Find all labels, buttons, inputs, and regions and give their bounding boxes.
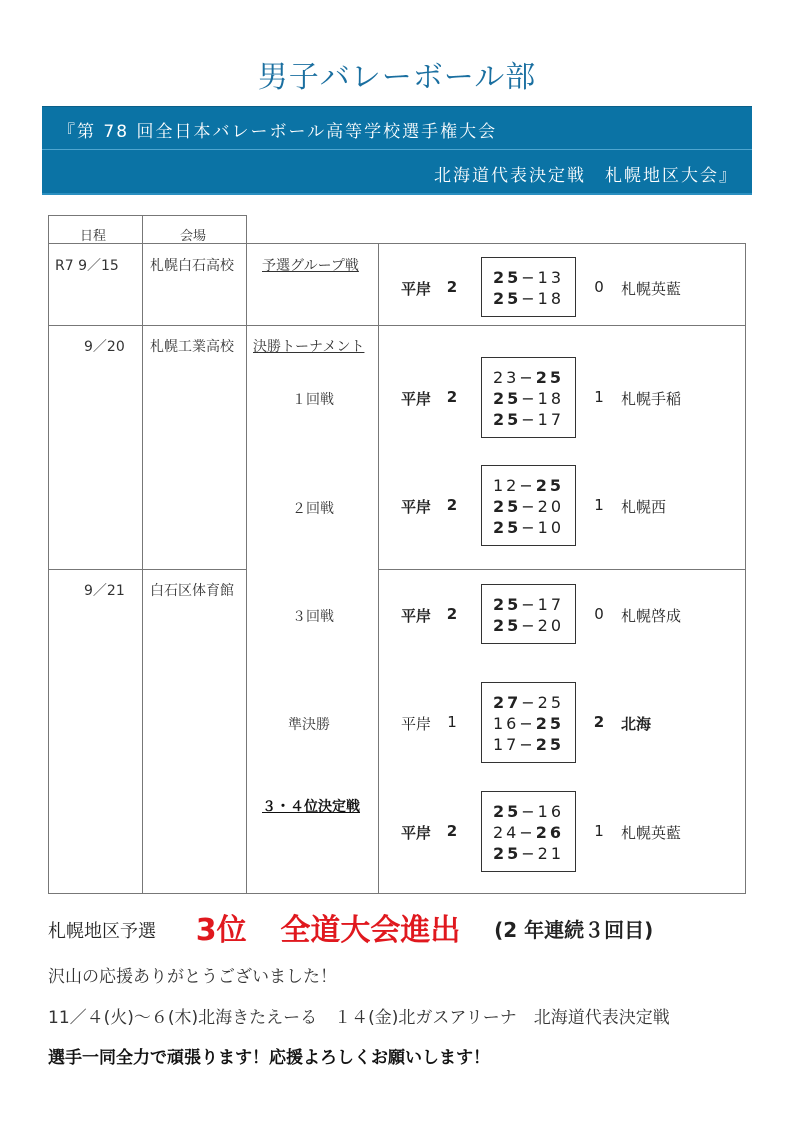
opponent-name: 札幌啓成 [621, 607, 682, 625]
set-score-opponent: 25 [535, 734, 565, 754]
column-border [246, 215, 247, 894]
opponent-sets-won: 1 [594, 496, 604, 514]
set-scores-box [481, 682, 576, 763]
row-border [48, 243, 746, 244]
set-score: 25−17 [492, 409, 565, 429]
banner-divider [42, 149, 752, 150]
set-score: 25−20 [492, 616, 565, 635]
set-score: 27−25 [492, 692, 565, 712]
set-score-own: 25 [492, 289, 522, 308]
set-score-own: 25 [492, 268, 522, 287]
header-venue: 会場 [180, 229, 207, 244]
set-score-own: 25 [492, 616, 522, 635]
header-top-border [48, 215, 246, 216]
opponent-sets-won: 0 [594, 278, 604, 296]
set-score-opponent: 18 [537, 388, 565, 408]
result-note: (2 年連続３回目) [494, 918, 654, 942]
thanks-message: 沢山の応援ありがとうございました！ [48, 967, 337, 987]
opponent-name: 札幌英藍 [621, 824, 682, 842]
opponent-name: 札幌西 [621, 498, 667, 516]
set-scores-box [481, 584, 576, 644]
set-scores-box [481, 257, 576, 317]
team-name: 平岸 [401, 390, 432, 408]
team-sets-won: 2 [446, 605, 458, 623]
row-border [378, 569, 746, 570]
set-score-own: 25 [492, 388, 522, 408]
result-advance: 全道大会進出 [280, 913, 461, 948]
set-score: 25−13 [492, 268, 565, 287]
stage-round-3: ３回戦 [292, 609, 334, 625]
table-bottom-border [48, 893, 746, 894]
date-cell: R7 9／15 [55, 258, 119, 274]
opponent-sets-won: 1 [594, 388, 604, 406]
set-score-opponent: 13 [537, 268, 565, 287]
stage-tournament: 決勝トーナメント [253, 339, 365, 355]
set-score-opponent: 20 [537, 496, 565, 516]
set-score-own: 24 [492, 822, 520, 842]
team-name: 平岸 [401, 607, 432, 625]
set-score-opponent: 10 [537, 517, 565, 537]
opponent-sets-won: 0 [594, 605, 604, 623]
set-score-own: 12 [492, 475, 520, 495]
team-sets-won: 2 [446, 496, 458, 514]
closing-message: 選手一同全力で頑張ります！応援よろしくお願いします！ [48, 1048, 490, 1068]
set-scores-box [481, 791, 576, 872]
team-name: 平岸 [401, 715, 432, 733]
date-cell: 9／20 [84, 339, 125, 355]
set-score-opponent: 20 [537, 616, 565, 635]
set-score-own: 25 [492, 801, 522, 821]
set-score-opponent: 25 [537, 692, 565, 712]
team-name: 平岸 [401, 824, 432, 842]
opponent-name: 札幌手稲 [621, 390, 682, 408]
stage-round-1: １回戦 [292, 392, 334, 408]
set-score-opponent: 18 [537, 289, 565, 308]
team-sets-won: 2 [446, 822, 458, 840]
stage-round-2: ２回戦 [292, 501, 334, 517]
row-border [48, 325, 746, 326]
column-border [142, 215, 143, 894]
set-score: 25−20 [492, 496, 565, 516]
set-score: 12−25 [492, 475, 565, 495]
set-score: 25−21 [492, 843, 565, 863]
set-score-own: 25 [492, 496, 522, 516]
venue-cell: 札幌白石高校 [150, 258, 234, 274]
set-score-opponent: 17 [537, 595, 565, 614]
column-border [378, 243, 379, 894]
set-score: 16−25 [492, 713, 565, 733]
set-score: 25−17 [492, 595, 565, 614]
result-label: 札幌地区予選 [48, 921, 156, 942]
banner-line-2: 北海道代表決定戦 札幌地区大会』 [434, 166, 738, 186]
stage-third-place: ３・４位決定戦 [262, 799, 360, 815]
set-score: 25−10 [492, 517, 565, 537]
opponent-name: 札幌英藍 [621, 280, 682, 298]
stage-group: 予選グループ戦 [262, 258, 359, 274]
set-score-own: 27 [492, 692, 522, 712]
venue-cell: 白石区体育館 [150, 583, 234, 599]
opponent-sets-won: 2 [593, 713, 605, 731]
set-score: 25−18 [492, 289, 565, 308]
stage-semifinal: 準決勝 [288, 717, 330, 733]
column-border [48, 215, 49, 894]
team-name: 平岸 [401, 498, 432, 516]
team-name: 平岸 [401, 280, 432, 298]
set-score: 24−26 [492, 822, 565, 842]
set-scores-box [481, 357, 576, 438]
banner-line-1: 『第 78 回全日本バレーボール高等学校選手権大会 [58, 122, 498, 142]
set-score-opponent: 26 [535, 822, 565, 842]
set-score-opponent: 16 [537, 801, 565, 821]
set-score-opponent: 17 [537, 409, 565, 429]
set-score-own: 23 [492, 367, 520, 387]
set-score-opponent: 25 [535, 475, 565, 495]
schedule-info: 11／４(火)～６(木)北海きたえーる １４(金)北ガスアリーナ 北海道代表決定戦 [48, 1008, 670, 1028]
set-score-own: 25 [492, 595, 522, 614]
set-score-opponent: 21 [537, 843, 565, 863]
row-border [48, 569, 246, 570]
page-title: 男子バレーボール部 [257, 60, 537, 95]
set-score-own: 17 [492, 734, 520, 754]
opponent-sets-won: 1 [594, 822, 604, 840]
venue-cell: 札幌工業高校 [150, 339, 234, 355]
date-cell: 9／21 [84, 583, 125, 599]
set-score-opponent: 25 [535, 367, 565, 387]
set-score-own: 25 [492, 843, 522, 863]
opponent-name: 北海 [621, 715, 652, 733]
team-sets-won: 2 [446, 388, 458, 406]
set-score-own: 25 [492, 409, 522, 429]
set-score-own: 16 [492, 713, 520, 733]
result-line [48, 905, 653, 949]
set-scores-box [481, 465, 576, 546]
tournament-banner [42, 106, 752, 195]
team-sets-won: 1 [447, 713, 457, 731]
set-score-own: 25 [492, 517, 522, 537]
header-date: 日程 [80, 229, 107, 244]
set-score: 25−16 [492, 801, 565, 821]
team-sets-won: 2 [446, 278, 458, 296]
set-score: 25−18 [492, 388, 565, 408]
set-score: 23−25 [492, 367, 565, 387]
column-border [745, 243, 746, 894]
set-score-opponent: 25 [535, 713, 565, 733]
set-score: 17−25 [492, 734, 565, 754]
result-rank: 3位 [195, 913, 247, 948]
